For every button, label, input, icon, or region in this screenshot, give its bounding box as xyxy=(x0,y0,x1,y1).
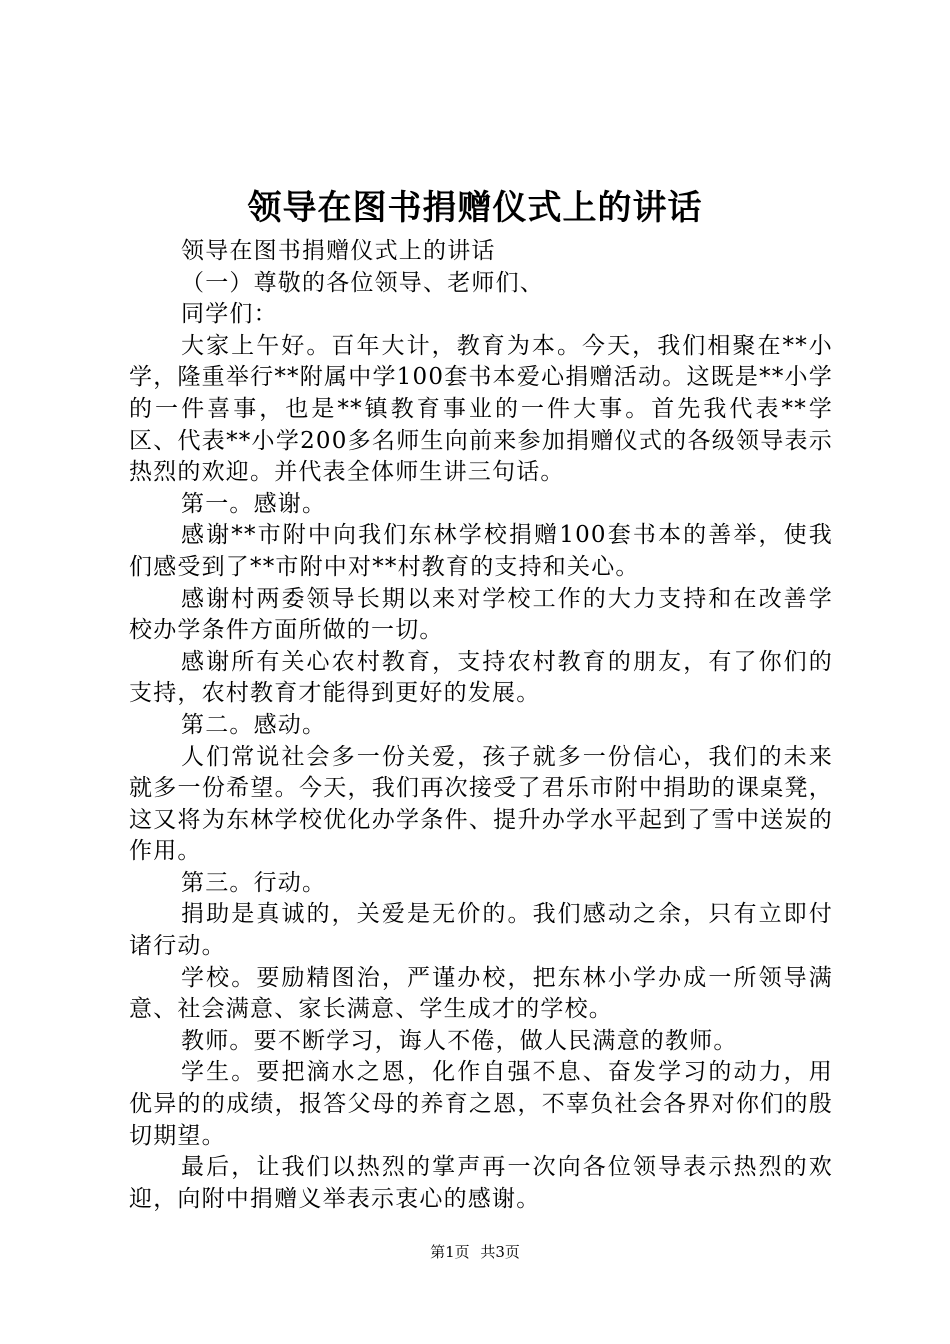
paragraph: 领导在图书捐赠仪式上的讲话 xyxy=(181,238,496,264)
paragraph: 第二。感动。 xyxy=(181,711,327,738)
paragraph: 第三。行动。 xyxy=(181,869,327,896)
document-title: 领导在图书捐赠仪式上的讲话 xyxy=(247,188,703,228)
page-number: 第1页 xyxy=(430,1243,470,1261)
page-total: 共3页 xyxy=(480,1243,520,1261)
paragraph: 教师。要不断学习，诲人不倦，做人民满意的教师。 xyxy=(181,1027,738,1054)
paragraph: 感谢所有关心农村教育，支持农村教育的朋友，有了你们的支持，农村教育才能得到更好的发展。 xyxy=(129,648,833,707)
paragraph: 同学们： xyxy=(181,301,278,328)
paragraph: 感谢村两委领导长期以来对学校工作的大力支持和在改善学校办学条件方面所做的一切。 xyxy=(129,585,833,644)
paragraph: 感谢**市附中向我们东林学校捐赠100套书本的善举，使我们感受到了**市附中对**村教育的支持和关心。 xyxy=(129,522,833,580)
document-body xyxy=(129,236,833,1215)
paragraph: 人们常说社会多一份关爱，孩子就多一份信心，我们的未来就多一份希望。今天，我们再次接受了君乐市附中捐助的课桌凳，这又将为东林学校优化办学条件、提升办学水平起到了雪中送炭的作用。 xyxy=(129,743,833,865)
paragraph: 学校。要励精图治，严谨办校，把东林小学办成一所领导满意、社会满意、家长满意、学生成才的学校。 xyxy=(129,964,833,1023)
paragraph: 大家上午好。百年大计，教育为本。今天，我们相聚在**小学，隆重举行**附属中学100套书本爱心捐赠活动。这既是**小学的一件喜事，也是**镇教育事业的一件大事。首先我代表**学区、代表**小学200多名师生向前来参加捐赠仪式的各级领导表示热烈的欢迎。并代表全体师生讲三句话。 xyxy=(129,332,833,486)
paragraph: 捐助是真诚的，关爱是无价的。我们感动之余，只有立即付诸行动。 xyxy=(129,901,833,960)
page-footer xyxy=(0,1242,950,1262)
paragraph: （一）尊敬的各位领导、老师们、 xyxy=(181,269,544,296)
paragraph: 第一。感谢。 xyxy=(181,490,327,517)
paragraph: 最后，让我们以热烈的掌声再一次向各位领导表示热烈的欢迎，向附中捐赠义举表示衷心的感谢。 xyxy=(129,1154,833,1212)
paragraph: 学生。要把滴水之恩，化作自强不息、奋发学习的动力，用优异的的成绩，报答父母的养育之恩，不辜负社会各界对你们的殷切期望。 xyxy=(129,1059,833,1149)
